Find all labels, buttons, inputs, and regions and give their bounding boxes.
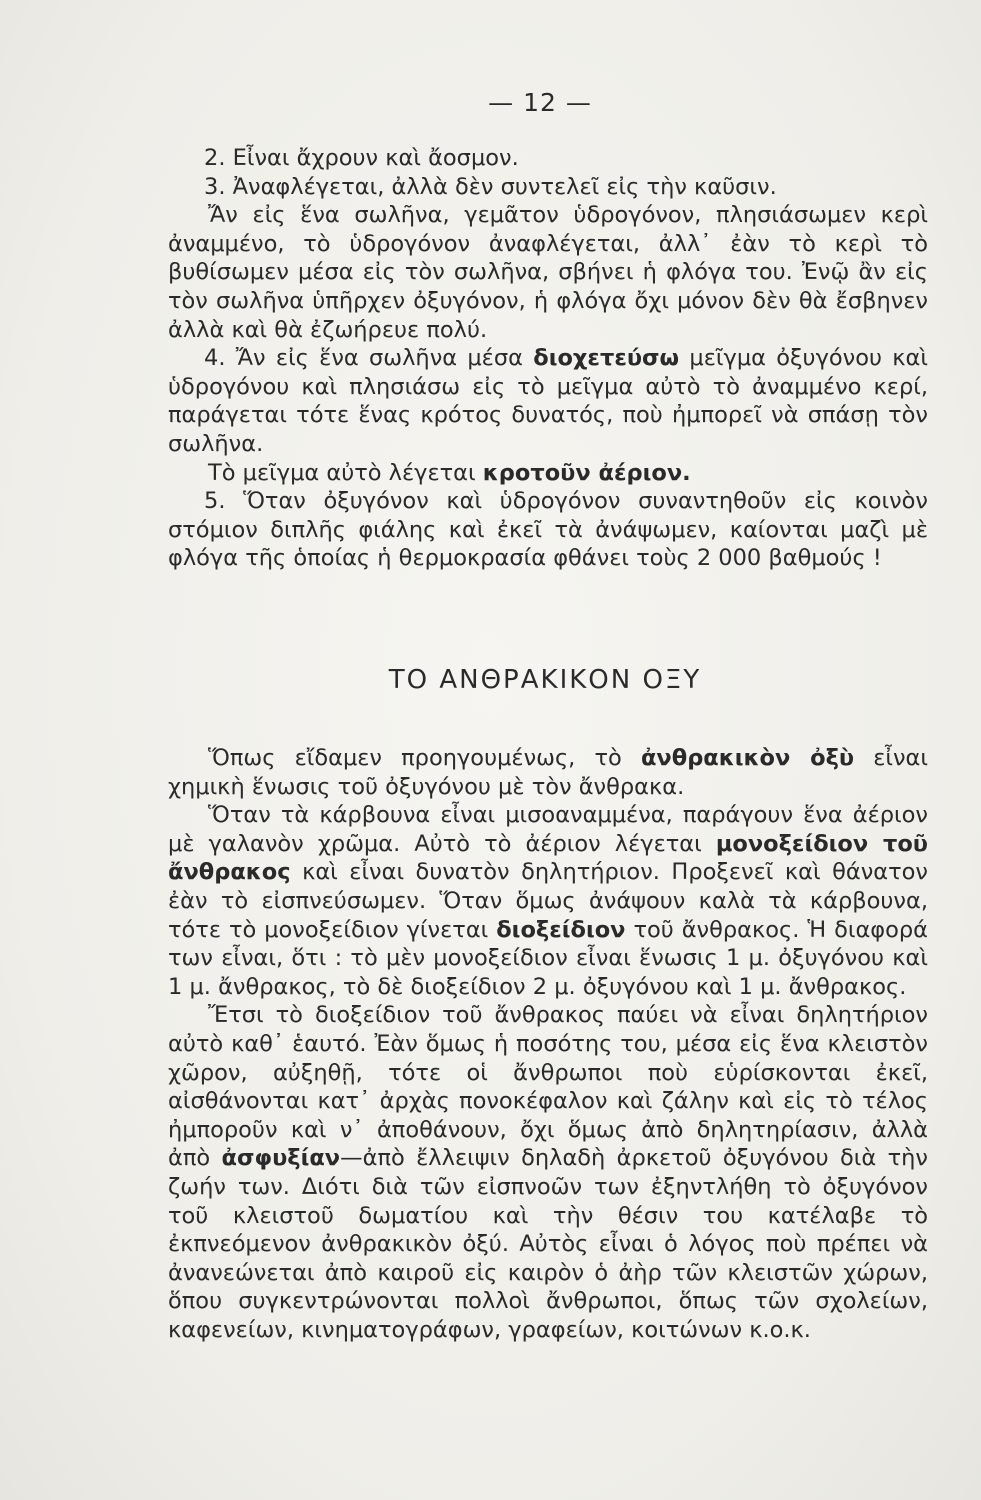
paragraph-hydrogen-candle: Ἄν εἰς ἕνα σωλῆνα, γεμᾶτον ὑδρογόνον, πλησιάσωμεν κερὶ ἀναμμένο, τὸ ὑδρογόνον ἀναφλέγεται, ἀλλ᾽ ἐὰν τὸ κερὶ τὸ βυθίσωμεν μέσα εἰς τὸν σωλῆνα, σβήνει ἡ φλόγα του. Ἐνῷ ἂν εἰς τὸν σωλῆνα ὑπῆρχεν ὀξυγόνον, ἡ φλόγα ὄχι μόνον δὲν θὰ ἔσβηνεν ἀλλὰ καὶ θὰ ἐζωήρευε πολύ.: [168, 202, 928, 343]
bold-term-krotoun-aerion: κροτοῦν ἀέριον.: [482, 459, 691, 486]
paragraph-item-2: 2. Εἶναι ἄχρουν καὶ ἄοσμον.: [204, 145, 519, 171]
text-block-lower: [168, 744, 928, 1344]
bold-term-anthrakikon-oxy: ἀνθρακικὸν ὀξὺ: [640, 745, 855, 771]
monoxide-text: Ὅταν τὰ κάρβουνα εἶναι μισοαναμμένα, παράγουν ἕνα ἀέριον μὲ γαλανὸν χρῶμα. Αὐτὸ τὸ ἀέριον λέγεται: [168, 802, 928, 857]
item-4-text: 4. Ἄν εἰς ἕνα σωλῆνα μέσα: [204, 345, 534, 372]
item-4-text-cont: μεῖγμα ὀξυγόνου καὶ ὑδρογόνου καὶ πλησιάσω εἰς τὸ μεῖγμα αὐτὸ τὸ ἀναμμένο κερί, παράγεται τότε ἕνας κρότος δυνατός, ποὺ ἠμπορεῖ νὰ σπάσῃ τὸν σωλῆνα.: [168, 345, 928, 457]
monoxide-text-cont: καὶ εἶναι δυνατὸν δηλητήριον. Προξενεῖ καὶ θάνατον ἐὰν τὸ εἰσπνεύσωμεν. Ὅταν ὅμως ἀνάψουν καλὰ τὰ κάρβουνα, τότε τὸ μονοξείδιον γίνεται: [168, 859, 928, 943]
bold-term-asphyxian: ἀσφυξίαν: [221, 1145, 341, 1172]
explosive-gas-text: Τὸ μεῖγμα αὐτὸ λέγεται: [208, 459, 483, 486]
paragraph-explosive-gas: [168, 459, 928, 488]
intro-text-cont: εἶναι χημικὴ ἕνωσις τοῦ ὀξυγόνου μὲ τὸν ἄνθρακα.: [168, 745, 928, 800]
asphyxia-text: Ἔτσι τὸ διοξείδιον τοῦ ἄνθρακος παύει νὰ εἶναι δηλητήριον αὐτὸ καθ᾽ ἑαυτό. Ἐὰν ὅμως ἡ ποσότης του, μέσα εἰς ἕνα κλειστὸν χῶρον, αὐξηθῇ, τότε οἱ ἄνθρωποι ποὺ εὑρίσκονται ἐκεῖ, αἰσθάνονται κατ᾽ ἀρχὰς πονοκέφαλον καὶ ζάλην καὶ εἰς τὸ τέλος ἠμποροῦν καὶ ν᾽ ἀποθάνουν, ὄχι ὅμως ἀπὸ δηλητηρίασιν, ἀλλὰ ἀπὸ: [168, 1002, 928, 1172]
paragraph-asphyxia: [168, 1001, 928, 1344]
text-block-upper: [168, 144, 928, 573]
paragraph-monoxide: [168, 801, 928, 1001]
asphyxia-text-cont: —ἀπὸ ἔλλειψιν δηλαδὴ ἀρκετοῦ ὀξυγόνου διὰ τὴν ζωήν των. Διότι διὰ τῶν εἰσπνοῶν των ἐξηντλήθη τὸ ὀξυγόνον τοῦ κλειστοῦ δωματίου καὶ τὴν θέσιν του κατέλαβε τὸ ἐκπνεόμενον ἀνθρακικὸν ὀξύ. Αὐτὸς εἶναι ὁ λόγος ποὺ πρέπει νὰ ἀνανεώνεται ἀπὸ καιροῦ εἰς καιρὸν ὁ ἀὴρ τῶν κλειστῶν χώρων, ὅπου συγκεντρώνονται πολλοὶ ἄνθρωποι, ὅπως τῶν σχολείων, καφενείων, κινηματογράφων, γραφείων, κοιτώνων κ.ο.κ.: [168, 1145, 928, 1343]
bold-term-monoxeidion: μονοξείδιον τοῦ ἄνθρακος: [168, 830, 928, 886]
paragraph-item-5: 5. Ὅταν ὀξυγόνον καὶ ὑδρογόνον συναντηθοῦν εἰς κοινὸν στόμιον διπλῆς φιάλης καὶ ἐκεῖ τὰ ἀνάψωμεν, καίονται μαζὶ μὲ φλόγα τῆς ὁποίας ἡ θερμοκρασία φθάνει τοὺς 2 000 βαθμούς !: [168, 488, 928, 572]
paragraph-item-4: [168, 344, 928, 458]
intro-text: Ὅπως εἴδαμεν προηγουμένως, τὸ: [208, 745, 641, 771]
bold-term-diochetevso: διοχετεύσω: [533, 345, 680, 372]
section-title: ΤΟ ΑΝΘΡΑΚΙΚΟΝ ΟΞΥ: [388, 665, 702, 695]
paragraph-carbonic-acid-intro: [168, 744, 928, 801]
page-number: — 12 —: [488, 88, 592, 117]
paragraph-item-3: 3. Ἀναφλέγεται, ἀλλὰ δὲν συντελεῖ εἰς τὴν καῦσιν.: [204, 173, 777, 200]
bold-term-dioxeidion: διοξείδιον: [496, 916, 626, 943]
monoxide-text-end: τοῦ ἄνθρακος. Ἡ διαφορά των εἶναι, ὅτι : τὸ μὲν μονοξείδιον εἶναι ἕνωσις 1 μ. ὀξυγόνου καὶ 1 μ. ἄνθρακος, τὸ δὲ διοξείδιον 2 μ. ὀξυγόνου καὶ 1 μ. ἄνθρακος.: [168, 916, 928, 1000]
